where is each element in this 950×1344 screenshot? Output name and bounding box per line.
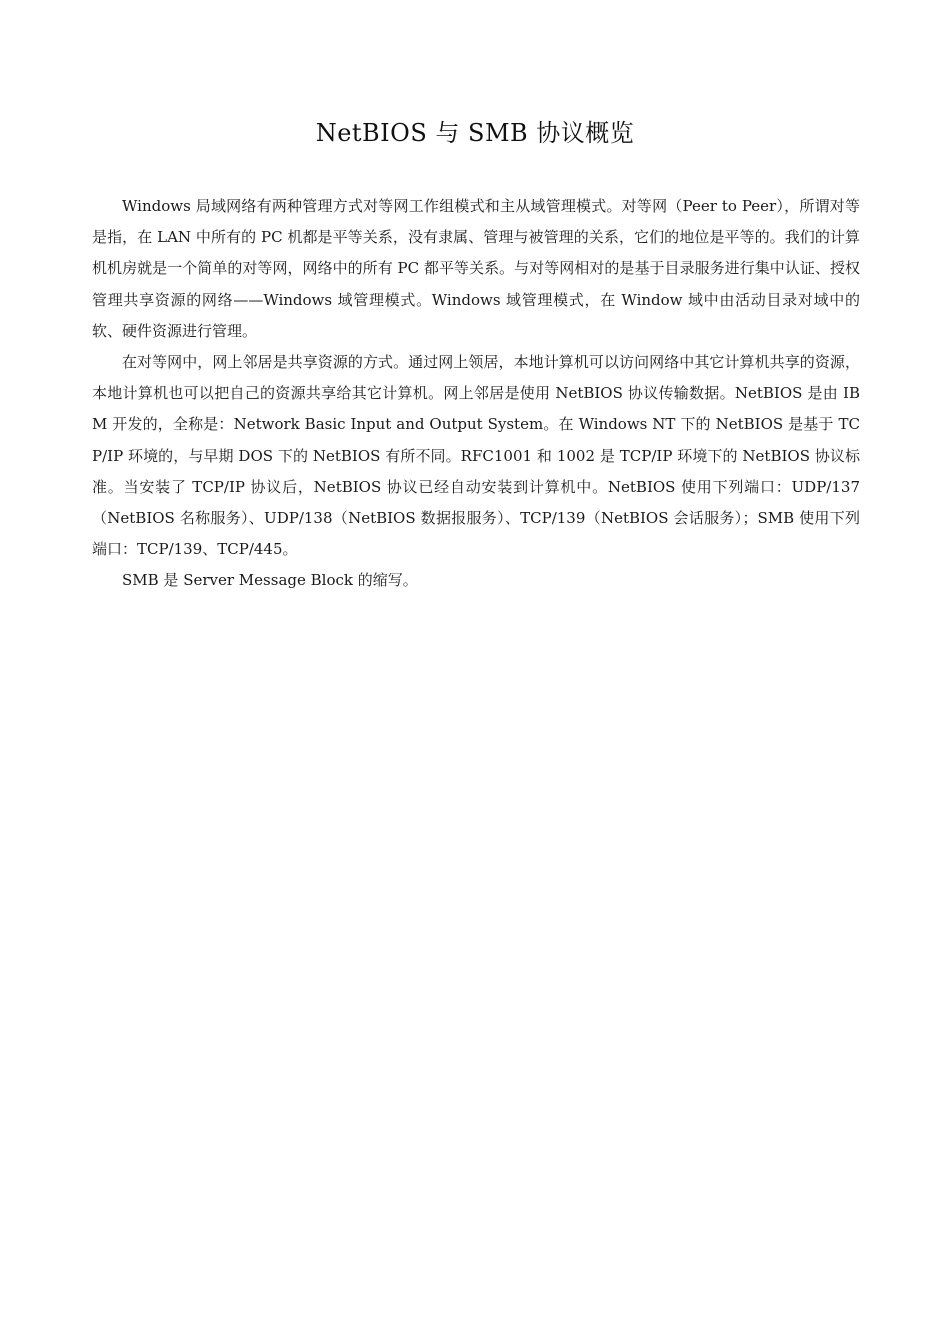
- paragraph-smb: SMB 是 Server Message Block 的缩写。: [122, 571, 418, 590]
- paragraph-workgroup-domain: Windows 局域网络有两种管理方式对等网工作组模式和主从域管理模式。对等网（Peer to Peer），所谓对等是指，在 LAN 中所有的 PC 机都是平等关系，没有隶属、管理与被管理的关系，它们的地位是平等的。我们的计算机机房就是一个简单的对等网，网络中的所有 PC 都平等关系。与对等网相对的是基于目录服务进行集中认证、授权管理共享资源的网络——Windows 域管理模式。Windows 域管理模式，在 Window 域中由活动目录对域中的软、硬件资源进行管理。: [92, 197, 860, 340]
- document-title: NetBIOS 与 SMB 协议概览: [315, 119, 635, 147]
- document-body: [92, 191, 860, 597]
- paragraph-netbios: 在对等网中，网上邻居是共享资源的方式。通过网上领居，本地计算机可以访问网络中其它计算机共享的资源，本地计算机也可以把自己的资源共享给其它计算机。网上邻居是使用 NetBIOS 协议传输数据。NetBIOS 是由 IBM 开发的，全称是：Network Basic Input and Output System。在 Windows NT 下的 NetBIOS 是基于 TCP/IP 环境的，与早期 DOS 下的 NetBIOS 有所不同。RFC1001 和 1002 是 TCP/IP 环境下的 NetBIOS 协议标准。当安装了 TCP/IP 协议后，NetBIOS 协议已经自动安装到计算机中。NetBIOS 使用下列端口：UDP/137（NetBIOS 名称服务）、UDP/138（NetBIOS 数据报服务）、TCP/139（NetBIOS 会话服务）；SMB 使用下列端口：TCP/139、TCP/445。: [92, 353, 860, 559]
